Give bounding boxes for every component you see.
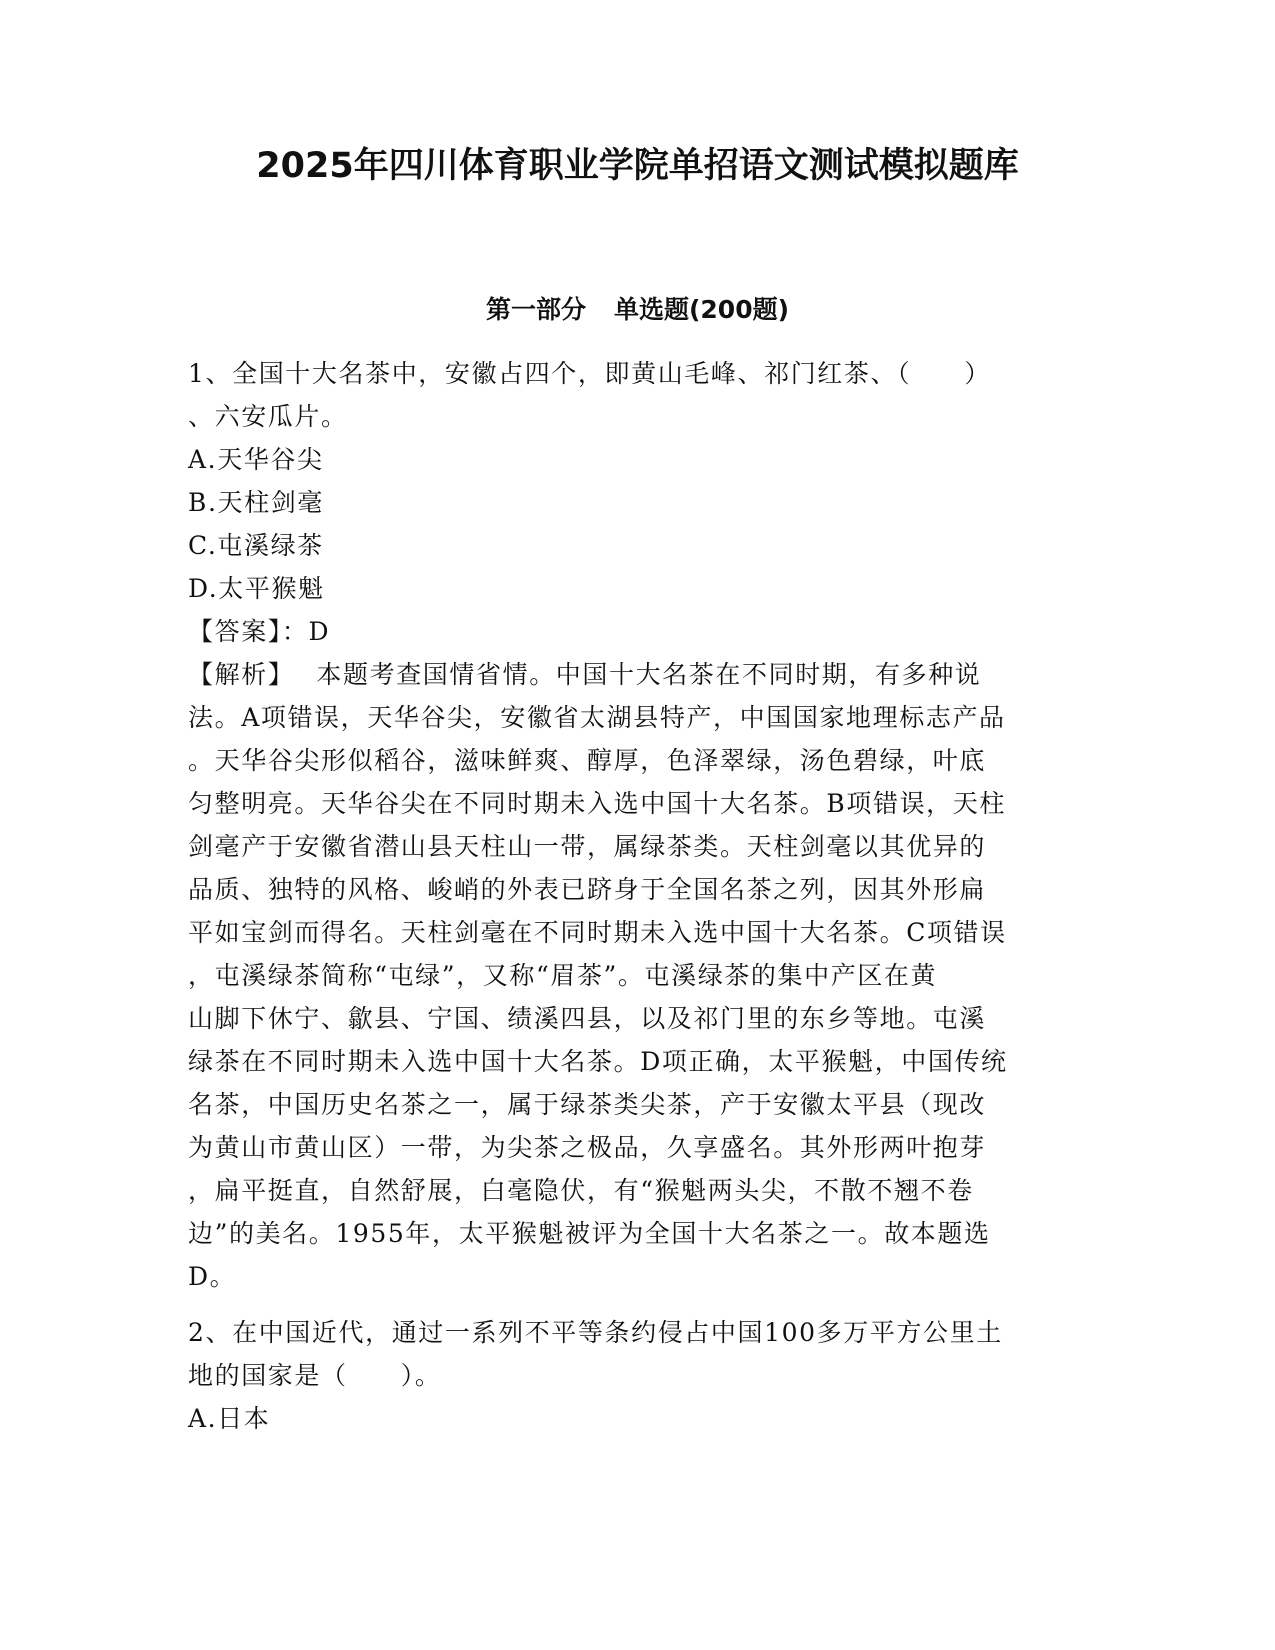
- analysis-label: 【解析】: [188, 660, 295, 689]
- analysis-line: 平如宝剑而得名。天柱剑毫在不同时期未入选中国十大名茶。C项错误: [188, 918, 1007, 947]
- analysis-line: 法。A项错误，天华谷尖，安徽省太湖县特产，中国国家地理标志产品: [188, 703, 1006, 732]
- option-a: A.天华谷尖: [188, 445, 324, 474]
- document-title: 2025年四川体育职业学院单招语文测试模拟题库: [256, 146, 1019, 186]
- option-a: A.日本: [188, 1404, 271, 1433]
- question-2: [188, 1311, 1080, 1440]
- option-c: C.屯溪绿茶: [188, 531, 324, 560]
- option-b: B.天柱剑毫: [188, 488, 324, 517]
- analysis-line: 。天华谷尖形似稻谷，滋味鲜爽、醇厚，色泽翠绿，汤色碧绿，叶底: [188, 746, 987, 775]
- answer-line: [188, 610, 1080, 653]
- analysis-line: 边”的美名。1955年，太平猴魁被评为全国十大名茶之一。故本题选: [188, 1219, 991, 1248]
- question-stem-line: 地的国家是（ ）。: [188, 1361, 442, 1390]
- analysis-line: 山脚下休宁、歙县、宁国、绩溪四县，以及祁门里的东乡等地。屯溪: [188, 1004, 987, 1033]
- analysis-line: 绿茶在不同时期未入选中国十大名茶。D项正确，太平猴魁，中国传统: [188, 1047, 1008, 1076]
- analysis-line: D。: [188, 1262, 237, 1291]
- analysis-line: 为黄山市黄山区）一带，为尖茶之极品，久享盛名。其外形两叶抱芽: [188, 1133, 987, 1162]
- question-stem-line: 2、在中国近代，通过一系列不平等条约侵占中国100多万平方公里土: [188, 1318, 1003, 1347]
- analysis-line: [188, 653, 1080, 696]
- answer-label: 【答案】：: [188, 617, 309, 646]
- answer-value: D: [308, 617, 331, 646]
- question-list: [188, 352, 1080, 1440]
- analysis-line: 剑毫产于安徽省潜山县天柱山一带，属绿茶类。天柱剑毫以其优异的: [188, 832, 987, 861]
- analysis-line: 品质、独特的风格、峻峭的外表已跻身于全国名茶之列，因其外形扁: [188, 875, 987, 904]
- question-1: [188, 352, 1080, 1298]
- analysis-text: 本题考查国情省情。中国十大名茶在不同时期，有多种说: [316, 660, 982, 689]
- analysis-line: 匀整明亮。天华谷尖在不同时期未入选中国十大名茶。B项错误，天柱: [188, 789, 1006, 818]
- analysis-line: 名茶，中国历史名茶之一，属于绿茶类尖茶，产于安徽太平县（现改: [188, 1090, 987, 1119]
- section-heading: [0, 292, 1275, 328]
- analysis-line: ，扁平挺直，自然舒展，白毫隐伏，有“猴魁两头尖，不散不翘不卷: [188, 1176, 974, 1205]
- analysis-line: ，屯溪绿茶简称“屯绿”，又称“眉茶”。屯溪绿茶的集中产区在黄: [188, 961, 938, 990]
- option-d: D.太平猴魁: [188, 574, 325, 603]
- section-label: 第一部分: [485, 295, 586, 324]
- section-name: 单选题(200题): [613, 295, 790, 324]
- question-stem-line: 、六安瓜片。: [188, 402, 348, 431]
- question-stem-line: 1、全国十大名茶中，安徽占四个，即黄山毛峰、祁门红茶、（ ）: [188, 359, 992, 388]
